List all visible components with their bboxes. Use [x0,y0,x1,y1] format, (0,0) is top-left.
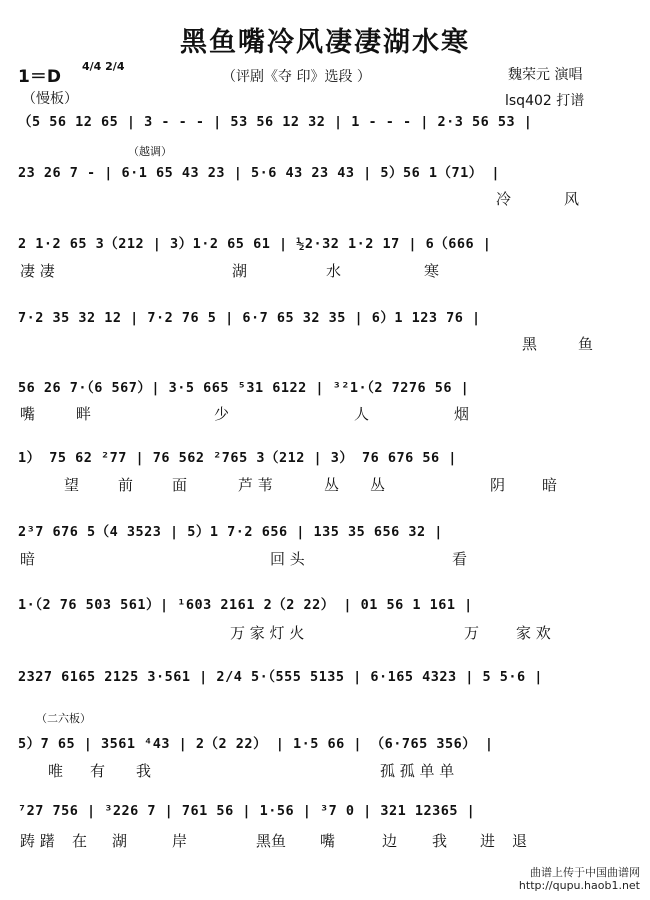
site-footer [519,866,640,892]
lyric-word: 丛 [370,476,386,494]
notation-line: 2³7 676 5（4 3523 | 5）1 7·2 656 | 135 35 656 32 | [18,524,443,540]
notation-line: 56 26 7·（6 567）| 3·5 665 ⁵31 6122 | ³²1·（2 7276 56 | [18,380,470,396]
lyric-word: 有 [90,762,106,780]
lyric-word: 边 [382,832,398,850]
lyric-word: 前 [118,476,134,494]
lyric-line [20,760,630,780]
lyric-word: 孤 孤 单 单 [380,762,455,780]
lyric-word: 凄 凄 [20,262,55,280]
lyric-word: 在 [72,832,88,850]
notation-line: 2 1·2 65 3（212 | 3）1·2 65 61 | ½2·32 1·2 17 | 6（666 | [18,236,492,252]
notation-line: ⁷27 756 | ³226 7 | 761 56 | 1·56 | ³7 0 | 321 12365 | [18,803,476,819]
lyric-line [20,188,630,208]
lyric-word: 望 [64,476,80,494]
lyric-word: 岸 [172,832,188,850]
footer-upload-note: 曲谱上传于中国曲谱网 [530,866,640,879]
section-mark: （二六板） [36,712,91,725]
lyric-word: 家 欢 [516,624,551,642]
lyric-word: 水 [326,262,342,280]
lyric-word: 踌 躇 [20,832,55,850]
lyric-word: 看 [452,550,468,568]
lyric-word: 进 [480,832,496,850]
lyric-word: 暗 [542,476,558,494]
lyric-word: 湖 [232,262,248,280]
lyric-word: 万 家 灯 火 [230,624,305,642]
lyric-word: 唯 [48,762,64,780]
lyric-line [20,830,630,850]
notation-line: 5）7 65 | 3561 ⁴43 | 2（2 22） | 1·5 66 | （6·765 356） | [18,736,494,752]
lyric-word: 湖 [112,832,128,850]
lyric-word: 黑鱼 [256,832,287,850]
transcriber: lsq402 打谱 [505,93,585,109]
notation-line: 23 26 7 - | 6·1 65 43 23 | 5·6 43 23 43 | 5）56 1（71） | [18,165,501,181]
lyric-word: 人 [354,405,370,423]
lyric-word: 少 [214,405,230,423]
tempo-marking: （慢板） [22,91,78,107]
source-note: （评剧《夺 印》选段 ） [222,69,371,85]
lyric-word: 嘴 [20,405,36,423]
lyric-word: 万 [464,624,480,642]
lyric-line [20,622,630,642]
lyric-line [20,260,630,280]
lyric-line [20,474,630,494]
lyric-word: 鱼 [578,335,594,353]
lyric-word: 畔 [76,405,92,423]
lyric-word: 回 头 [270,550,305,568]
notation-line: （5 56 12 65 | 3 - - - | 53 56 12 32 | 1 - - - | 2·3 56 53 | [18,114,533,130]
time-signature: 4/4 2/4 [82,60,125,73]
notation-line: 7·2 35 32 12 | 7·2 76 5 | 6·7 65 32 35 | 6）1 123 76 | [18,310,481,326]
lyric-word: 我 [136,762,152,780]
lyric-word: 风 [564,190,580,208]
lyric-word: 丛 [324,476,340,494]
performer: 魏荣元 演唱 [508,67,583,83]
lyric-word: 寒 [424,262,440,280]
lyric-word: 退 [512,832,528,850]
lyric-word: 烟 [454,405,470,423]
footer-url[interactable]: http://qupu.haob1.net [518,879,640,892]
lyric-word: 我 [432,832,448,850]
key-signature: 1＝D [18,67,61,87]
lyric-word: 嘴 [320,832,336,850]
lyric-word: 面 [172,476,188,494]
lyric-line [20,548,630,568]
notation-line: 2327 6165 2125 3·561 | 2/4 5·（555 5135 | 6·165 4323 | 5 5·6 | [18,669,543,685]
lyric-line [20,333,630,353]
lyric-line [20,403,630,423]
notation-line: 1） 75 62 ²77 | 76 562 ²765 3（212 | 3） 76 676 56 | [18,450,457,466]
section-mark: （越调） [128,145,172,158]
lyric-word: 黑 [522,335,538,353]
lyric-word: 暗 [20,550,36,568]
lyric-word: 芦 苇 [238,476,273,494]
song-title: 黑鱼嘴冷风凄凄湖水寒 [180,27,470,58]
lyric-word: 阴 [490,476,506,494]
lyric-word: 冷 [496,190,512,208]
notation-line: 1·（2 76 503 561）| ¹603 2161 2（2 22） | 01 56 1 161 | [18,597,473,613]
